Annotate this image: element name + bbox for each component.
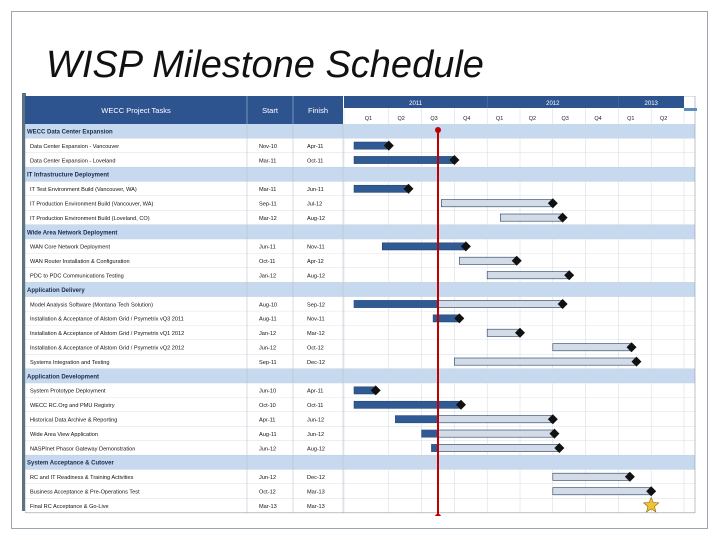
task-label: Data Center Expansion - Loveland — [30, 158, 116, 165]
task-start: Oct-11 — [259, 259, 276, 266]
task-bar-planned — [553, 488, 651, 495]
task-finish: Jul-12 — [307, 201, 323, 208]
task-bar-planned — [500, 214, 562, 221]
task-label: Installation & Acceptance of Alstom Grid / Psymetrix vQ3 2011 — [30, 316, 184, 323]
task-finish: Aug-12 — [307, 446, 326, 453]
task-label: WECC RC.Org and PMU Registry — [30, 403, 115, 410]
task-label: Systems Integration and Testing — [30, 359, 110, 366]
task-finish: Oct-11 — [307, 158, 324, 165]
task-label: NASPInet Phasor Gateway Demonstration — [30, 446, 136, 453]
task-start: Mar-12 — [259, 215, 277, 222]
task-finish: Dec-12 — [307, 359, 326, 366]
task-bar-planned — [441, 200, 553, 207]
task-start: Jan-12 — [259, 331, 277, 338]
task-label: Historical Data Archive & Reporting — [30, 417, 118, 424]
task-start: Mar-13 — [259, 503, 277, 510]
quarter-tick-label: Q1 — [364, 116, 373, 122]
task-label: PDC to PDC Communications Testing — [30, 273, 124, 280]
quarter-tick-label: Q4 — [463, 116, 471, 122]
quarter-tick-label: Q3 — [561, 116, 569, 122]
task-bar-planned — [422, 430, 555, 437]
task-label: Installation & Acceptance of Alstom Grid / Psymetrix vQ1 2012 — [30, 331, 185, 338]
quarter-tick-label: Q1 — [627, 116, 635, 122]
task-start: Nov-10 — [259, 143, 278, 150]
section-label: Application Development — [27, 374, 100, 381]
section-row — [25, 282, 695, 296]
task-label: Model Analysis Software (Montana Tech Solution) — [30, 302, 154, 309]
task-finish: Nov-11 — [307, 244, 325, 251]
task-label: Installation & Acceptance of Alstom Grid / Psymetrix vQ2 2012 — [30, 345, 185, 352]
task-bar-planned — [431, 444, 559, 451]
today-line-cap-top — [435, 127, 441, 133]
task-finish: Nov-11 — [307, 316, 325, 323]
task-start: Aug-10 — [259, 302, 278, 309]
task-bar-progress — [354, 300, 438, 307]
task-bar-complete — [354, 401, 461, 408]
task-finish: Apr-12 — [307, 259, 324, 266]
task-bar-planned — [487, 272, 569, 279]
task-label: RC and IT Readiness & Training Activities — [30, 475, 134, 482]
year-label: 2012 — [546, 101, 560, 107]
task-start: Jun-10 — [259, 388, 277, 395]
task-finish: Jun-11 — [307, 187, 324, 194]
task-finish: Apr-11 — [307, 143, 324, 150]
task-bar-planned — [459, 257, 516, 264]
task-label: IT Production Environment Build (Vancouver, WA) — [30, 201, 154, 208]
task-start: Oct-10 — [259, 403, 276, 410]
task-label: Data Center Expansion - Vancouver — [30, 143, 120, 150]
section-label: IT Infrastructure Deployment — [27, 172, 110, 179]
task-finish: Mar-13 — [307, 489, 325, 496]
task-label: IT Production Environment Build (Loveland, CO) — [30, 215, 150, 222]
task-start: Jun-11 — [259, 244, 276, 251]
task-bar-complete — [382, 243, 466, 250]
task-finish: Jun-12 — [307, 431, 325, 438]
task-label: Final RC Acceptance & Go-Live — [30, 503, 109, 510]
section-label: Application Delivery — [27, 287, 85, 294]
task-label: Wide Area View Application — [30, 431, 98, 438]
task-start: Mar-11 — [259, 187, 277, 194]
task-start: Sep-11 — [259, 359, 277, 366]
task-start: Mar-11 — [259, 158, 277, 165]
task-start: Jun-12 — [259, 345, 277, 352]
section-row — [25, 167, 695, 181]
quarter-tick-label: Q2 — [659, 116, 668, 122]
header-start: Start — [262, 106, 278, 115]
task-start: Oct-12 — [259, 489, 276, 496]
task-label: WAN Router Installation & Configuration — [30, 259, 130, 266]
section-label: WECC Data Center Expansion — [27, 129, 113, 136]
task-finish: Aug-12 — [307, 273, 326, 280]
task-bar-progress — [395, 416, 438, 423]
task-label: WAN Core Network Deployment — [30, 244, 110, 251]
task-bar-complete — [354, 142, 389, 149]
task-finish: Oct-12 — [307, 345, 324, 352]
task-finish: Mar-13 — [307, 503, 325, 510]
task-bar-complete — [354, 185, 408, 192]
task-start: Jun-12 — [259, 446, 277, 453]
task-start: Sep-11 — [259, 201, 277, 208]
task-start: Apr-11 — [259, 417, 276, 424]
task-bar-planned — [553, 473, 630, 480]
quarter-tick-label: Q2 — [397, 116, 405, 122]
quarter-tick-label: Q3 — [430, 116, 438, 122]
quarter-tick-label: Q2 — [528, 116, 537, 122]
task-label: Business Acceptance & Pre-Operations Test — [30, 489, 140, 496]
task-bar-planned — [454, 358, 636, 365]
header-task: WECC Project Tasks — [101, 106, 171, 115]
task-finish: Oct-11 — [307, 403, 324, 410]
gantt-chart — [25, 96, 700, 516]
task-start: Aug-11 — [259, 431, 277, 438]
quarter-tick-label: Q4 — [594, 116, 602, 122]
task-finish: Dec-12 — [307, 475, 326, 482]
year-label: 2011 — [409, 101, 423, 107]
task-finish: Apr-11 — [307, 388, 324, 395]
header-finish: Finish — [307, 106, 329, 115]
task-bar-progress — [422, 430, 438, 437]
section-row — [25, 455, 695, 469]
task-finish: Mar-12 — [307, 331, 325, 338]
section-label: Wide Area Network Deployment — [27, 230, 118, 237]
section-row — [25, 124, 695, 138]
section-row — [25, 369, 695, 383]
task-start: Jan-12 — [259, 273, 277, 280]
year-label: 2013 — [644, 101, 658, 107]
task-finish: Sep-12 — [307, 302, 326, 309]
task-finish: Jun-12 — [307, 417, 325, 424]
task-bar-complete — [354, 156, 454, 163]
task-label: IT Test Environment Build (Vancouver, WA) — [30, 187, 137, 194]
slide-title: WISP Milestone Schedule — [46, 44, 484, 86]
task-start: Jun-12 — [259, 475, 277, 482]
task-start: Aug-11 — [259, 316, 277, 323]
today-line-cap-bottom — [435, 514, 441, 516]
task-finish: Aug-12 — [307, 215, 326, 222]
task-bar-planned — [553, 344, 632, 351]
quarter-tick-label: Q1 — [495, 116, 504, 122]
section-row — [25, 225, 695, 239]
table-header-bg — [25, 96, 343, 124]
section-label: System Acceptance & Cutover — [27, 460, 114, 467]
task-label: System Prototype Deployment — [30, 388, 106, 395]
